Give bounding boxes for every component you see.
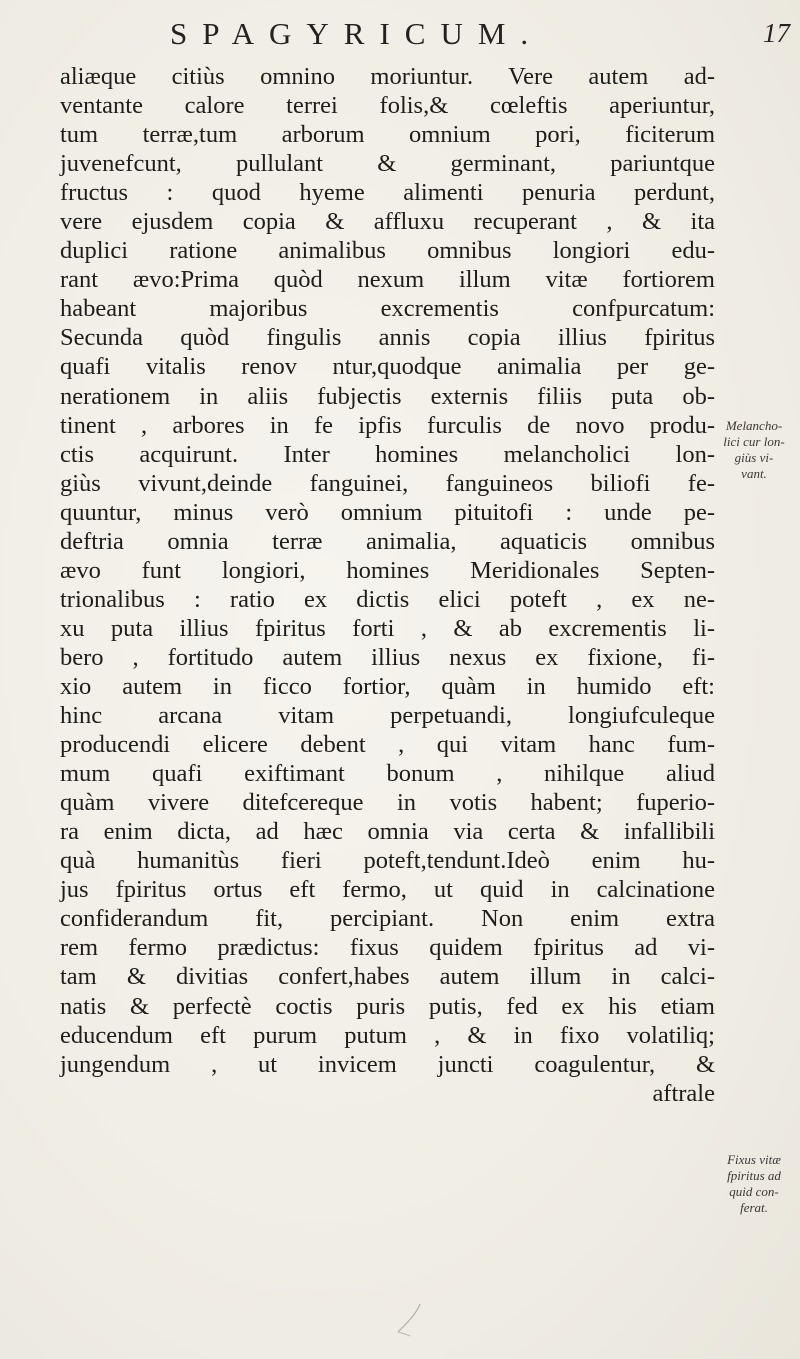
margin-note-melancholici (710, 418, 798, 482)
text-line: quafi vitalis renov ntur,quodque animalia per ge- (60, 353, 715, 381)
margin-notes (710, 0, 798, 1359)
text-line: producendi elicere debent , qui vitam hanc fum- (60, 731, 715, 759)
text-line: rem fermo prædictus: fixus quidem fpiritus ad vi- (60, 934, 715, 962)
page-number: 17 (763, 18, 790, 48)
text-line: ævo funt longiori, homines Meridionales Septen- (60, 556, 715, 584)
margin-note-line: ferat. (740, 1200, 768, 1215)
text-line: trionalibus : ratio ex dictis elici poteft , ex ne- (60, 585, 715, 613)
margin-note-line: vant. (741, 466, 767, 481)
text-line: deftria omnia terræ animalia, aquaticis omnibus (60, 527, 715, 555)
text-line: quàm vivere ditefcereque in votis habent; fuperio- (60, 789, 715, 817)
text-line: bero , fortitudo autem illius nexus ex fixione, fi- (60, 643, 715, 671)
ink-smudge-mark (390, 1300, 430, 1340)
text-line: tinent , arbores in fe ipfis furculis de novo produ- (60, 411, 715, 439)
margin-note-line: lici cur lon- (723, 434, 785, 449)
text-line: jus fpiritus ortus eft fermo, ut quid in calcinatione (60, 876, 715, 904)
text-line: mum quafi exiftimant bonum , nihilque aliud (60, 760, 715, 788)
text-line: nerationem in aliis fubjectis externis filiis puta ob- (60, 382, 715, 410)
text-line: tum terræ,tum arborum omnium pori, ficiterum (60, 121, 715, 149)
margin-note-line: Melancho- (725, 418, 783, 433)
text-line: hinc arcana vitam perpetuandi, longiufculeque (60, 702, 715, 730)
text-line: vere ejusdem copia & affluxu recuperant , & ita (60, 208, 715, 236)
margin-note-line: giùs vi- (734, 450, 774, 465)
running-head: SPAGYRICUM. (170, 16, 544, 51)
text-line: confiderandum fit, percipiant. Non enim extra (60, 905, 715, 933)
text-line: rant ævo:Prima quòd nexum illum vitæ fortiorem (60, 266, 715, 294)
text-line: Secunda quòd fingulis annis copia illius fpiritus (60, 324, 715, 352)
text-line: tam & divitias confert,habes autem illum in calci- (60, 963, 715, 991)
text-line: giùs vivunt,deinde fanguinei, fanguineos biliofi fe- (60, 469, 715, 497)
text-line: ra enim dicta, ad hæc omnia via certa & infallibili (60, 818, 715, 846)
page-header (60, 8, 790, 56)
margin-note-line: quid con- (729, 1184, 779, 1199)
text-line: jungendum , ut invicem juncti coagulentur, & (60, 1050, 715, 1078)
margin-note-line: fpiritus ad (727, 1168, 781, 1183)
text-line: juvenefcunt, pullulant & germinant, pariuntque (60, 150, 715, 178)
text-line: ctis acquirunt. Inter homines melancholici lon- (60, 440, 715, 468)
text-line: quà humanitùs fieri poteft,tendunt.Ideò enim hu- (60, 847, 715, 875)
text-line: natis & perfectè coctis puris putis, fed ex his etiam (60, 992, 715, 1020)
text-line: educendum eft purum putum , & in fixo volatiliq; (60, 1021, 715, 1049)
text-line: aliæque citiùs omnino moriuntur. Vere autem ad- (60, 63, 715, 90)
text-line: xu puta illius fpiritus forti , & ab excrementis li- (60, 614, 715, 642)
body-text (60, 62, 715, 1108)
text-line: duplici ratione animalibus omnibus longiori edu- (60, 237, 715, 265)
text-line: quuntur, minus verò omnium pituitofi : unde pe- (60, 498, 715, 526)
text-line: ventante calore terrei folis,& cœleftis aperiuntur, (60, 92, 715, 120)
text-line: xio autem in ficco fortior, quàm in humido eft: (60, 672, 715, 700)
text-line: habeant majoribus excrementis confpurcatum: (60, 295, 715, 323)
margin-note-fixus (710, 1152, 798, 1216)
text-line: aftrale (652, 1079, 715, 1107)
text-line: fructus : quod hyeme alimenti penuria perdunt, (60, 179, 715, 207)
margin-note-line: Fixus vitæ (727, 1152, 781, 1167)
